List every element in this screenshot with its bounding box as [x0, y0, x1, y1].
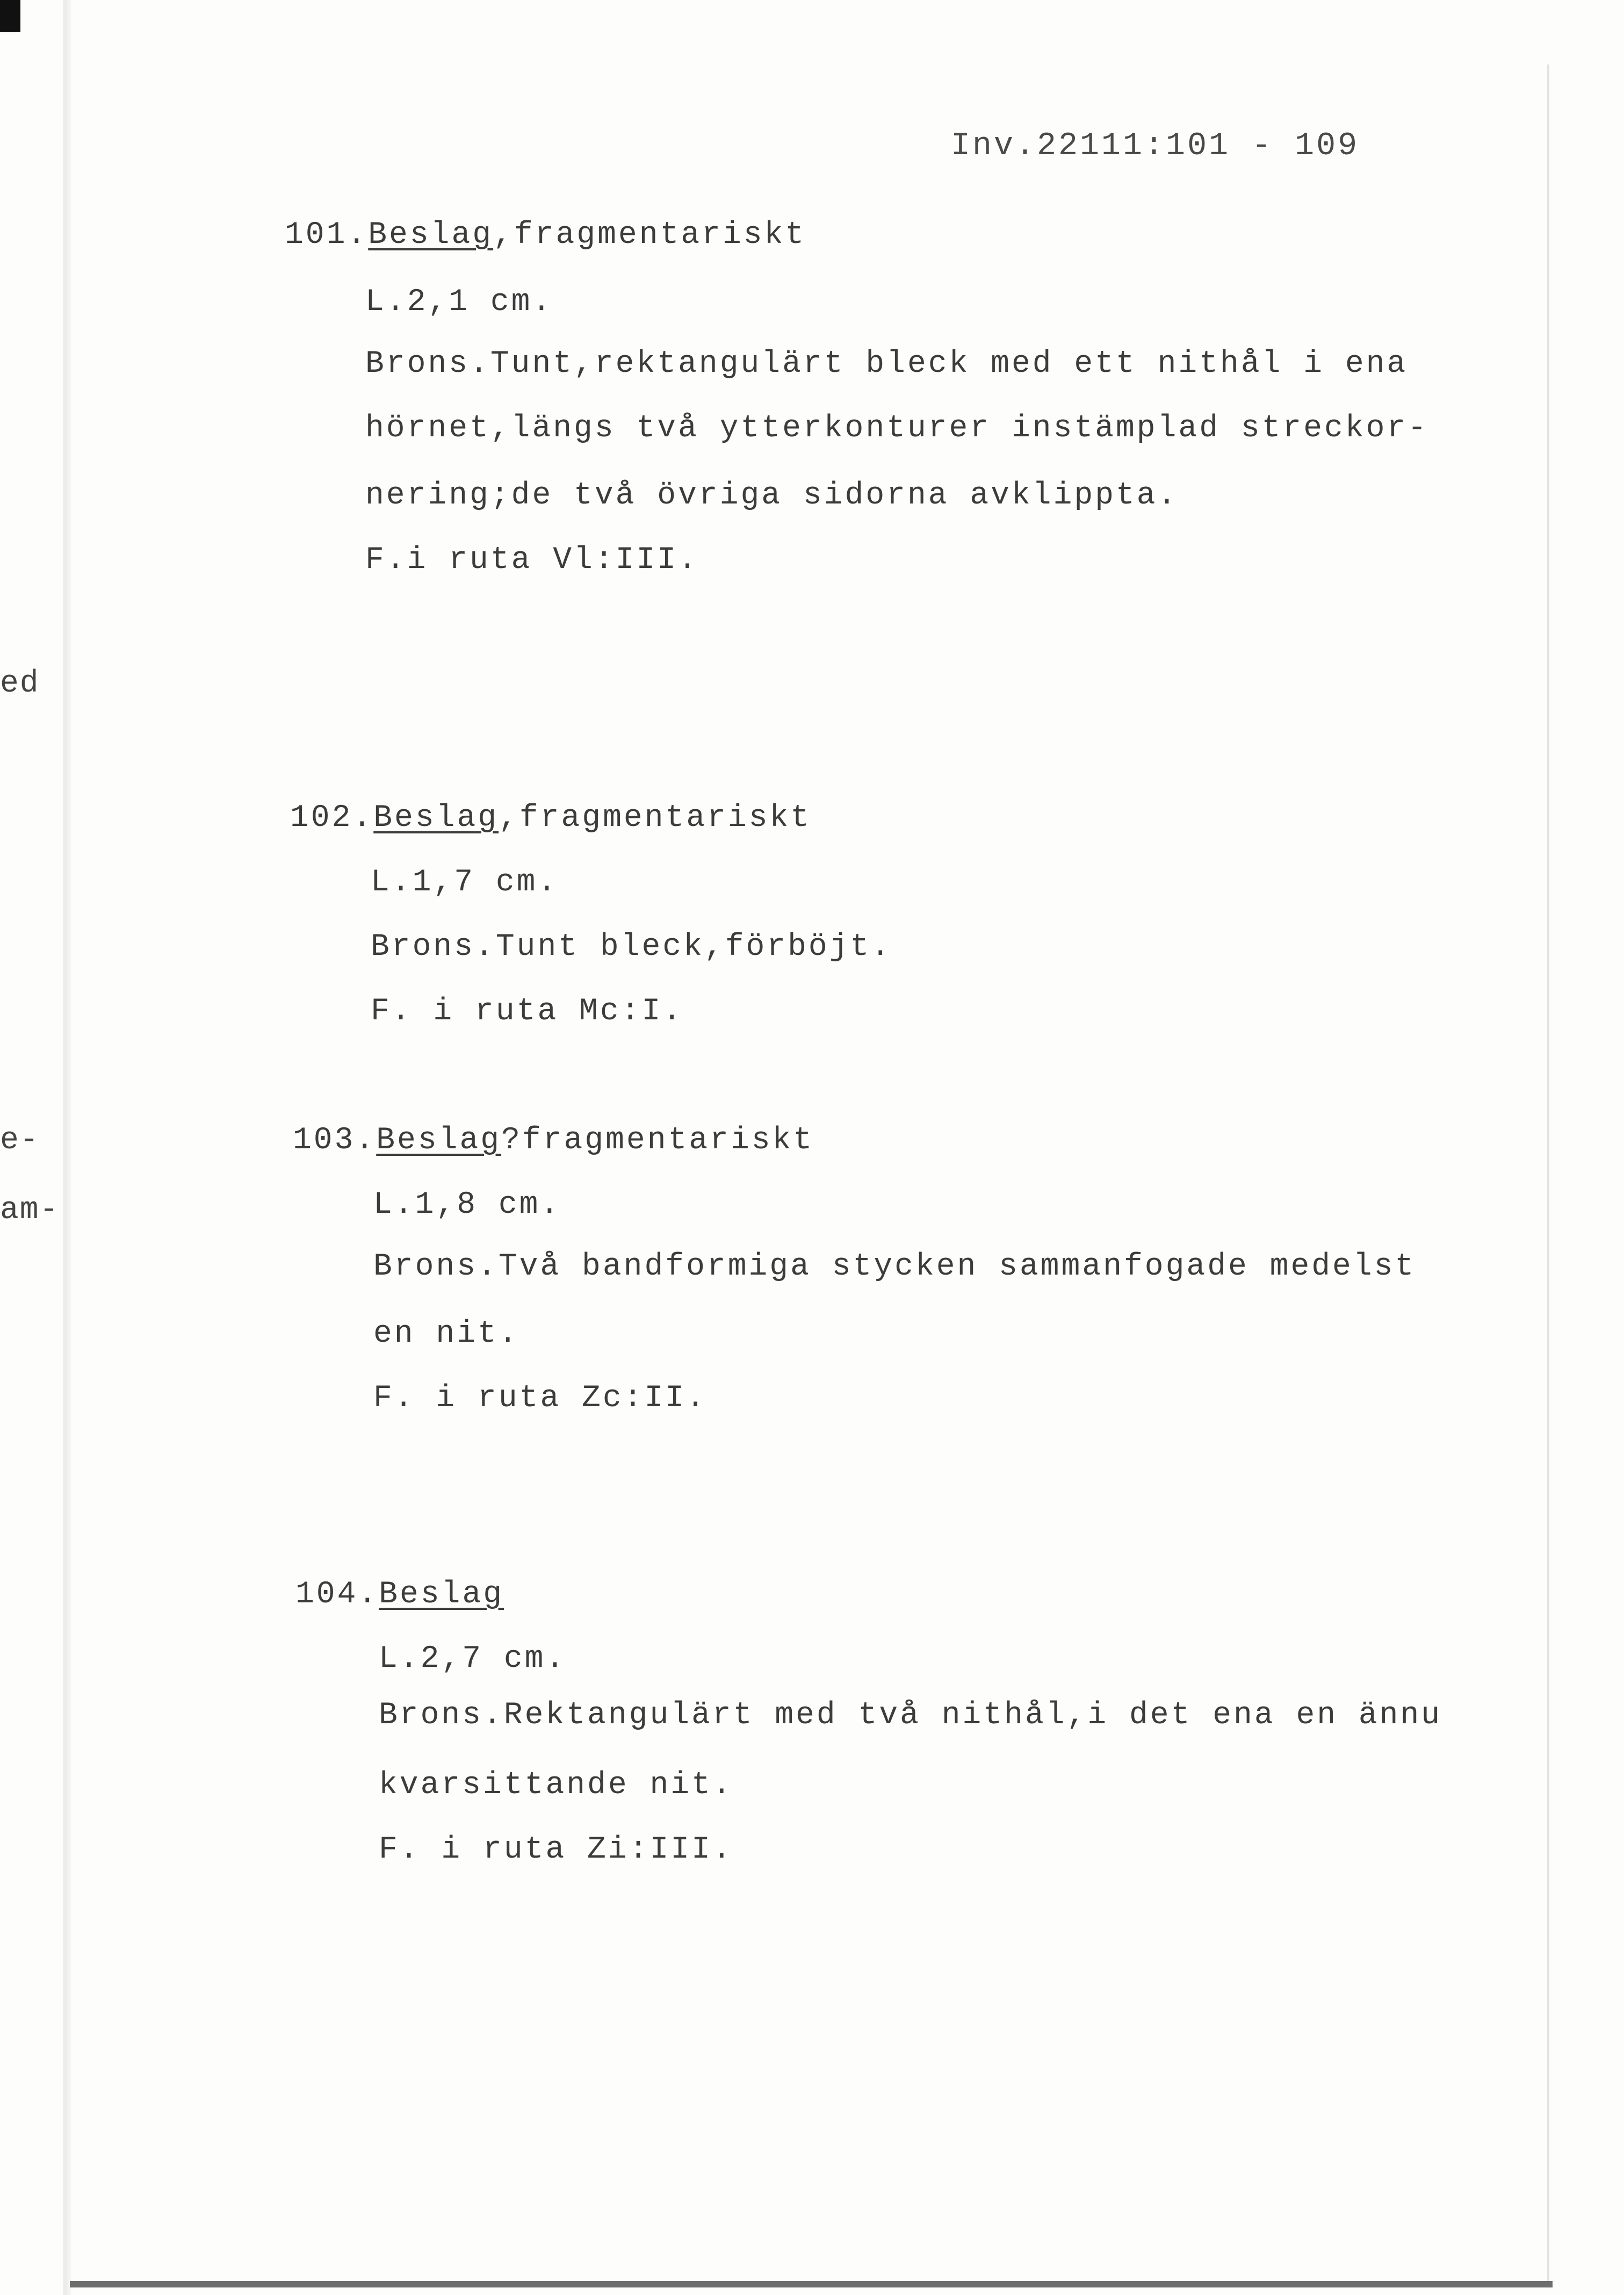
entry-find-location: F.i ruta Vl:III. — [365, 543, 699, 578]
entry-title-suffix: ,fragmentariskt — [499, 801, 812, 836]
entry-description-line: nering;de två övriga sidorna avklippta. — [365, 478, 1179, 513]
entry-length: L.1,7 cm. — [371, 865, 559, 900]
entry-title-suffix: ?fragmentariskt — [501, 1123, 814, 1158]
entry-length: L.2,7 cm. — [379, 1642, 567, 1677]
entry-description-line: kvarsittande nit. — [379, 1768, 733, 1803]
entry-title-suffix: ,fragmentariskt — [493, 218, 806, 253]
entry-number: 101. — [285, 218, 369, 253]
entry-find-location: F. i ruta Zc:II. — [373, 1381, 707, 1416]
entry-title: Beslag — [379, 1577, 504, 1612]
entry-title: Beslag — [368, 218, 494, 253]
entry-heading — [295, 1577, 504, 1612]
scan-binding-shadow — [63, 0, 71, 2295]
scan-right-edge — [1547, 64, 1549, 2284]
entry-length: L.2,1 cm. — [365, 285, 553, 320]
entry-description-line: hörnet,längs två ytterkonturer instämplad streckor- — [365, 411, 1429, 446]
margin-fragment: e- — [0, 1123, 40, 1158]
entry-description-line: Brons.Tunt bleck,förböjt. — [371, 930, 892, 965]
entry-title: Beslag — [373, 801, 499, 836]
margin-fragment: ed — [0, 666, 40, 701]
entry-heading — [293, 1123, 814, 1158]
margin-fragment: am- — [0, 1193, 60, 1228]
entry-find-location: F. i ruta Mc:I. — [371, 994, 684, 1029]
entry-number: 102. — [290, 801, 374, 836]
entry-heading — [290, 801, 811, 836]
entry-description-line: Brons.Rektangulärt med två nithål,i det ena en ännu — [379, 1698, 1442, 1733]
entry-length: L.1,8 cm. — [373, 1188, 561, 1222]
scan-bottom-edge — [70, 2281, 1553, 2287]
entry-heading — [285, 218, 806, 253]
entry-description-line: en nit. — [373, 1316, 519, 1351]
entry-find-location: F. i ruta Zi:III. — [379, 1832, 733, 1867]
scan-edge-mark — [0, 0, 20, 32]
entry-description-line: Brons.Två bandformiga stycken sammanfogade medelst — [373, 1249, 1416, 1284]
entry-description-line: Brons.Tunt,rektangulärt bleck med ett nithål i ena — [365, 347, 1408, 382]
entry-number: 103. — [293, 1123, 377, 1158]
inventory-header: Inv.22111:101 - 109 — [951, 128, 1360, 164]
entry-title: Beslag — [376, 1123, 502, 1158]
entry-number: 104. — [295, 1577, 379, 1612]
